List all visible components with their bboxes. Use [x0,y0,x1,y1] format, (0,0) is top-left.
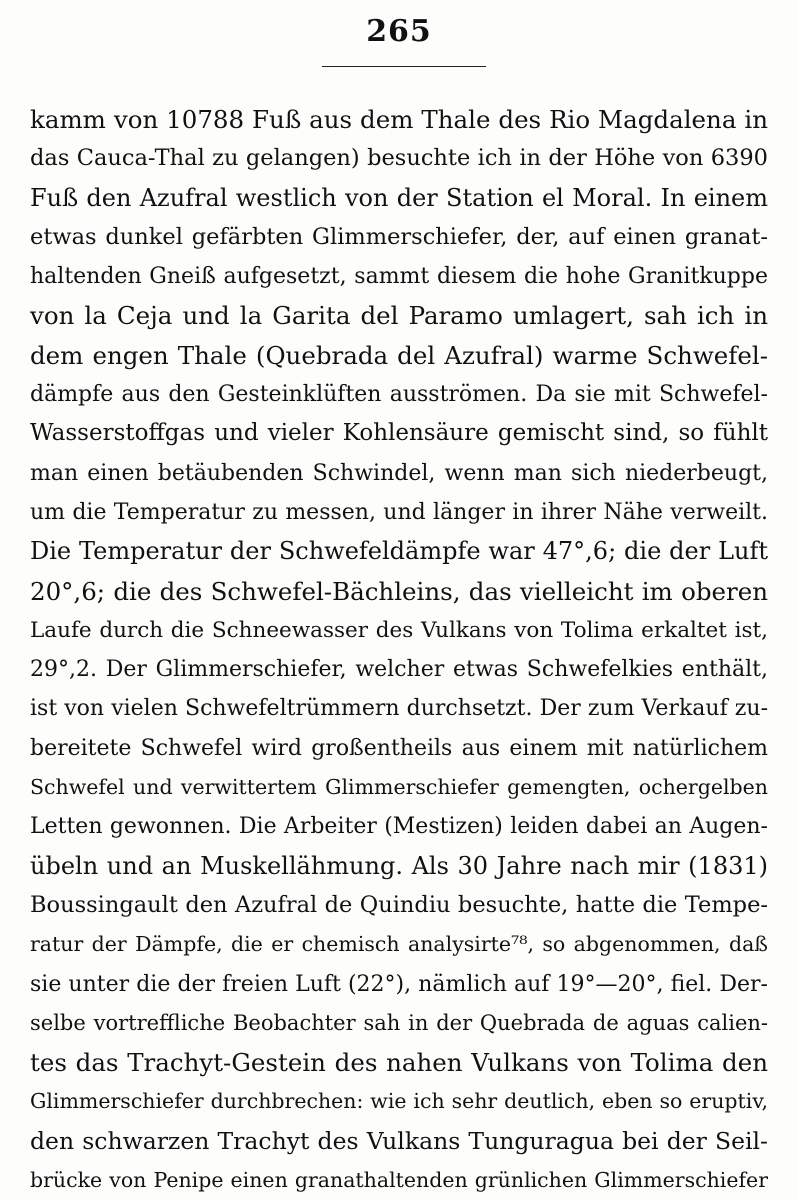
text-line: übeln und an Muskellähmung. Als 30 Jahre nach mir (1831) [30,851,768,880]
text-line: haltenden Gneiß aufgesetzt, sammt diesem die hohe Granitkuppe [30,264,768,290]
text-line: Laufe durch die Schneewasser des Vulkans von Tolima erkaltet ist, [30,617,768,643]
page-number: 265 [366,14,432,49]
text-line: um die Temperatur zu messen, und länger in ihrer Nähe verweilt. [30,499,768,525]
text-line: Die Temperatur der Schwefeldämpfe war 47°,6; die der Luft [30,537,768,566]
text-line: 20°,6; die des Schwefel-Bächleins, das vielleicht im oberen [30,576,768,606]
text-line: Boussingault den Azufral de Quindiu besuchte, hatte die Tempe- [30,891,768,918]
text-line: kamm von 10788 Fuß aus dem Thale des Rio Magdalena in [30,105,768,134]
text-line: dem engen Thale (Quebrada del Azufral) warme Schwefel- [30,340,768,370]
text-line: man einen betäubenden Schwindel, wenn man sich niederbeugt, [30,460,768,486]
text-line: brücke von Penipe einen granathaltenden grünlichen Glimmerschiefer [30,1168,768,1193]
text-line: Letten gewonnen. Die Arbeiter (Mestizen) leiden dabei an Augen- [30,814,768,840]
text-line: selbe vortreffliche Beobachter sah in der Quebrada de aguas calien- [30,1010,768,1035]
text-line: Fuß den Azufral westlich von der Station el Moral. In einem [30,183,768,212]
text-line: 29°,2. Der Glimmerschiefer, welcher etwas Schwefelkies enthält, [30,657,768,683]
text-line: Glimmerschiefer durchbrechen: wie ich sehr deutlich, eben so eruptiv, [30,1089,768,1114]
text-line: das Cauca-Thal zu gelangen) besuchte ich in der Höhe von 6390 [30,145,768,172]
text-line: bereitete Schwefel wird großentheils aus einem mit natürlichem [30,735,768,761]
text-line: den schwarzen Trachyt des Vulkans Tunguragua bei der Seil- [30,1126,768,1155]
text-line: etwas dunkel gefärbten Glimmerschiefer, der, auf einen granat- [30,223,768,250]
text-line: ist von vielen Schwefeltrümmern durchsetzt. Der zum Verkauf zu- [30,696,768,722]
header-rule [322,66,486,67]
text-line: von la Ceja und la Garita del Paramo umlagert, sah ich in [30,301,768,331]
text-line: Wasserstoffgas und vieler Kohlensäure gemischt sind, so fühlt [30,420,768,447]
text-line: dämpfe aus den Gesteinklüften ausströmen. Da sie mit Schwefel- [30,382,768,408]
body-text [30,100,768,1200]
text-line: Schwefel und verwittertem Glimmerschiefer gemengten, ochergelben [30,775,768,800]
text-line: tes das Trachyt-Gestein des nahen Vulkans von Tolima den [30,1048,768,1078]
text-line: ratur der Dämpfe, die er chemisch analysirte⁷⁸, so abgenommen, daß [30,932,768,957]
text-line: sie unter die der freien Luft (22°), nämlich auf 19°—20°, fiel. Der- [30,971,768,997]
